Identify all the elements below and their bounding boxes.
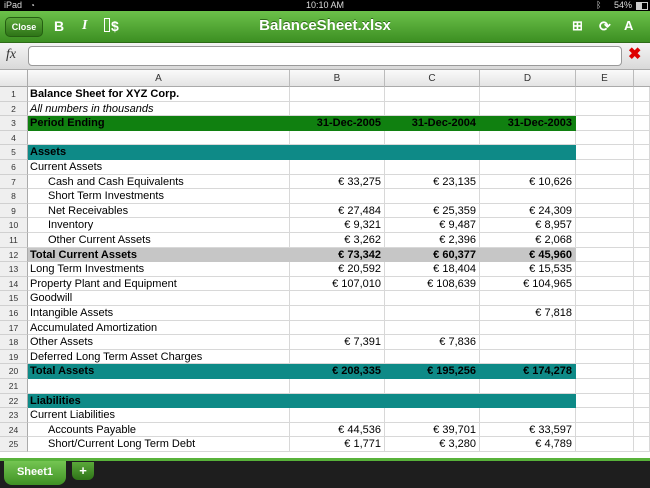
cell-c[interactable]: € 2,396: [385, 233, 480, 248]
table-row: [0, 204, 650, 219]
spreadsheet-grid: [0, 87, 650, 457]
cell-b[interactable]: € 20,592: [290, 262, 385, 277]
formula-input[interactable]: [28, 46, 622, 66]
cell-b[interactable]: [290, 145, 385, 160]
cell-e[interactable]: [576, 437, 634, 452]
row-header[interactable]: 25: [0, 437, 28, 452]
row-header[interactable]: 1: [0, 87, 28, 102]
cell-b[interactable]: € 73,342: [290, 248, 385, 263]
cell-a[interactable]: Current Liabilities: [28, 408, 290, 423]
cell-d[interactable]: € 10,626: [480, 175, 576, 190]
row-header[interactable]: 13: [0, 262, 28, 277]
column-header-e[interactable]: E: [576, 70, 634, 87]
cell-f[interactable]: [634, 262, 650, 277]
cell-f[interactable]: [634, 145, 650, 160]
row-header[interactable]: 22: [0, 394, 28, 409]
cell-c[interactable]: [385, 160, 480, 175]
cell-e[interactable]: [576, 160, 634, 175]
cell-b[interactable]: € 9,321: [290, 218, 385, 233]
cell-a[interactable]: Net Receivables: [28, 204, 290, 219]
row-header[interactable]: 5: [0, 145, 28, 160]
cell-d[interactable]: € 8,957: [480, 218, 576, 233]
cell-b[interactable]: [290, 394, 385, 409]
battery-icon: [636, 2, 648, 10]
row-header[interactable]: 24: [0, 423, 28, 438]
cell-d[interactable]: € 45,960: [480, 248, 576, 263]
table-row: [0, 131, 650, 146]
cell-a[interactable]: Long Term Investments: [28, 262, 290, 277]
app-toolbar: [0, 11, 650, 43]
cell-f[interactable]: [634, 218, 650, 233]
table-row: [0, 145, 650, 160]
cell-d[interactable]: [480, 321, 576, 336]
table-row: [0, 248, 650, 263]
select-all-corner[interactable]: [0, 70, 28, 87]
cell-b[interactable]: [290, 87, 385, 102]
table-row: [0, 408, 650, 423]
table-row: [0, 87, 650, 102]
cell-c[interactable]: € 3,280: [385, 437, 480, 452]
cell-d[interactable]: 31-Dec-2003: [480, 116, 576, 131]
row-header[interactable]: 4: [0, 131, 28, 146]
cell-d[interactable]: € 4,789: [480, 437, 576, 452]
cell-f[interactable]: [634, 102, 650, 117]
cell-b[interactable]: [290, 379, 385, 394]
table-row: [0, 262, 650, 277]
row-header[interactable]: 10: [0, 218, 28, 233]
currency-label: $: [111, 18, 119, 34]
sheet-tab[interactable]: Sheet1: [4, 461, 66, 485]
cell-e[interactable]: [576, 116, 634, 131]
cell-b[interactable]: € 7,391: [290, 335, 385, 350]
font-icon[interactable]: A: [624, 18, 634, 33]
cell-e[interactable]: [576, 262, 634, 277]
cell-b[interactable]: [290, 291, 385, 306]
wifi-icon: ◔: [30, 1, 35, 10]
cell-d[interactable]: [480, 350, 576, 365]
cell-e[interactable]: [576, 379, 634, 394]
cell-e[interactable]: [576, 175, 634, 190]
cell-d[interactable]: € 2,068: [480, 233, 576, 248]
cell-b[interactable]: [290, 321, 385, 336]
cell-d[interactable]: [480, 131, 576, 146]
cell-b[interactable]: [290, 306, 385, 321]
cell-d[interactable]: [480, 87, 576, 102]
cell-f[interactable]: [634, 394, 650, 409]
row-header[interactable]: 3: [0, 116, 28, 131]
cell-f[interactable]: [634, 116, 650, 131]
cell-c[interactable]: [385, 394, 480, 409]
column-header-a[interactable]: A: [28, 70, 290, 87]
cell-f[interactable]: [634, 291, 650, 306]
cell-e[interactable]: [576, 145, 634, 160]
cell-f[interactable]: [634, 437, 650, 452]
table-row: [0, 160, 650, 175]
sheet-tab-bar: [0, 458, 650, 488]
cell-f[interactable]: [634, 364, 650, 379]
cell-c[interactable]: [385, 321, 480, 336]
cell-d[interactable]: € 15,535: [480, 262, 576, 277]
cell-b[interactable]: € 107,010: [290, 277, 385, 292]
cell-a[interactable]: Liabilities: [28, 394, 290, 409]
cell-a[interactable]: Current Assets: [28, 160, 290, 175]
cell-d[interactable]: [480, 394, 576, 409]
table-row: [0, 379, 650, 394]
table-row: [0, 218, 650, 233]
row-header[interactable]: 23: [0, 408, 28, 423]
cell-e[interactable]: [576, 394, 634, 409]
cell-a[interactable]: Short Term Investments: [28, 189, 290, 204]
table-row: [0, 233, 650, 248]
cell-c[interactable]: [385, 408, 480, 423]
cell-f[interactable]: [634, 175, 650, 190]
cell-a[interactable]: Total Current Assets: [28, 248, 290, 263]
cell-d[interactable]: [480, 379, 576, 394]
cell-f[interactable]: [634, 131, 650, 146]
table-row: [0, 306, 650, 321]
cell-e[interactable]: [576, 218, 634, 233]
table-row: [0, 116, 650, 131]
row-header[interactable]: 17: [0, 321, 28, 336]
cell-e[interactable]: [576, 233, 634, 248]
cell-c[interactable]: € 195,256: [385, 364, 480, 379]
cell-a[interactable]: All numbers in thousands: [28, 102, 290, 117]
row-header[interactable]: 19: [0, 350, 28, 365]
row-header[interactable]: 21: [0, 379, 28, 394]
cell-c[interactable]: € 25,359: [385, 204, 480, 219]
cell-a[interactable]: Other Current Assets: [28, 233, 290, 248]
cell-a[interactable]: Balance Sheet for XYZ Corp.: [28, 87, 290, 102]
cell-f[interactable]: [634, 335, 650, 350]
cell-b[interactable]: € 3,262: [290, 233, 385, 248]
cell-c[interactable]: 31-Dec-2004: [385, 116, 480, 131]
cell-c[interactable]: € 9,487: [385, 218, 480, 233]
cell-a[interactable]: Other Assets: [28, 335, 290, 350]
cell-a[interactable]: Deferred Long Term Asset Charges: [28, 350, 290, 365]
table-row: [0, 189, 650, 204]
cell-c[interactable]: € 18,404: [385, 262, 480, 277]
cell-c[interactable]: [385, 87, 480, 102]
row-header[interactable]: 2: [0, 102, 28, 117]
cell-e[interactable]: [576, 189, 634, 204]
row-header[interactable]: 14: [0, 277, 28, 292]
cell-b[interactable]: [290, 408, 385, 423]
cell-e[interactable]: [576, 291, 634, 306]
cell-e[interactable]: [576, 87, 634, 102]
row-header[interactable]: 12: [0, 248, 28, 263]
row-header[interactable]: 8: [0, 189, 28, 204]
table-row: [0, 437, 650, 452]
cell-d[interactable]: [480, 408, 576, 423]
column-header-c[interactable]: C: [385, 70, 480, 87]
cell-b[interactable]: € 44,536: [290, 423, 385, 438]
cell-a[interactable]: Total Assets: [28, 364, 290, 379]
cell-e[interactable]: [576, 277, 634, 292]
cell-f[interactable]: [634, 408, 650, 423]
cell-a[interactable]: Short/Current Long Term Debt: [28, 437, 290, 452]
cell-c[interactable]: € 108,639: [385, 277, 480, 292]
cell-d[interactable]: € 104,965: [480, 277, 576, 292]
table-row: [0, 350, 650, 365]
cell-b[interactable]: [290, 189, 385, 204]
cell-a[interactable]: Assets: [28, 145, 290, 160]
cell-a[interactable]: Inventory: [28, 218, 290, 233]
insert-icon[interactable]: ⊞: [572, 18, 583, 33]
table-row: [0, 335, 650, 350]
cell-c[interactable]: [385, 189, 480, 204]
cell-f[interactable]: [634, 248, 650, 263]
cell-b[interactable]: [290, 160, 385, 175]
cell-e[interactable]: [576, 335, 634, 350]
cell-b[interactable]: € 208,335: [290, 364, 385, 379]
row-header[interactable]: 15: [0, 291, 28, 306]
cell-f[interactable]: [634, 277, 650, 292]
cell-d[interactable]: [480, 189, 576, 204]
cell-f[interactable]: [634, 321, 650, 336]
cell-c[interactable]: [385, 306, 480, 321]
cell-e[interactable]: [576, 423, 634, 438]
cell-b[interactable]: [290, 102, 385, 117]
cell-f[interactable]: [634, 233, 650, 248]
cell-f[interactable]: [634, 306, 650, 321]
cell-c[interactable]: [385, 291, 480, 306]
close-button[interactable]: Close: [5, 17, 43, 37]
cell-c[interactable]: € 23,135: [385, 175, 480, 190]
cell-c[interactable]: [385, 350, 480, 365]
bluetooth-icon: ᛒ: [596, 0, 602, 10]
fx-label: fx: [6, 47, 17, 62]
cell-b[interactable]: [290, 350, 385, 365]
cell-f[interactable]: [634, 350, 650, 365]
bold-button[interactable]: B: [54, 18, 65, 34]
cell-e[interactable]: [576, 306, 634, 321]
cell-d[interactable]: [480, 102, 576, 117]
cell-d[interactable]: € 24,309: [480, 204, 576, 219]
cell-b[interactable]: € 27,484: [290, 204, 385, 219]
cell-a[interactable]: Goodwill: [28, 291, 290, 306]
table-row: [0, 277, 650, 292]
formula-bar: [0, 43, 650, 70]
cell-d[interactable]: [480, 291, 576, 306]
cell-a[interactable]: Property Plant and Equipment: [28, 277, 290, 292]
cell-b[interactable]: € 33,275: [290, 175, 385, 190]
column-header-d[interactable]: D: [480, 70, 576, 87]
row-header[interactable]: 9: [0, 204, 28, 219]
table-row: [0, 321, 650, 336]
cell-e[interactable]: [576, 131, 634, 146]
cell-c[interactable]: [385, 102, 480, 117]
cell-e[interactable]: [576, 364, 634, 379]
row-header[interactable]: 6: [0, 160, 28, 175]
cell-a[interactable]: Accumulated Amortization: [28, 321, 290, 336]
cell-e[interactable]: [576, 248, 634, 263]
table-row: [0, 364, 650, 379]
add-sheet-button[interactable]: +: [72, 462, 94, 480]
cell-d[interactable]: [480, 145, 576, 160]
cell-e[interactable]: [576, 204, 634, 219]
column-header-f[interactable]: [634, 70, 650, 87]
row-header[interactable]: 7: [0, 175, 28, 190]
cell-b[interactable]: [290, 131, 385, 146]
table-row: [0, 291, 650, 306]
cell-e[interactable]: [576, 350, 634, 365]
cell-d[interactable]: [480, 160, 576, 175]
column-header-b[interactable]: B: [290, 70, 385, 87]
cell-c[interactable]: € 7,836: [385, 335, 480, 350]
cell-a[interactable]: Period Ending: [28, 116, 290, 131]
cell-e[interactable]: [576, 102, 634, 117]
clock: 10:10 AM: [305, 0, 345, 10]
close-icon[interactable]: ✖: [628, 46, 642, 63]
row-header[interactable]: 11: [0, 233, 28, 248]
cell-f[interactable]: [634, 189, 650, 204]
cell-b[interactable]: € 1,771: [290, 437, 385, 452]
cell-c[interactable]: [385, 145, 480, 160]
refresh-icon[interactable]: ⟳: [599, 18, 611, 34]
table-row: [0, 175, 650, 190]
cell-a[interactable]: [28, 379, 290, 394]
table-row: [0, 423, 650, 438]
cell-f[interactable]: [634, 160, 650, 175]
cell-c[interactable]: € 39,701: [385, 423, 480, 438]
status-bar: [0, 0, 650, 11]
cell-a[interactable]: Accounts Payable: [28, 423, 290, 438]
cell-f[interactable]: [634, 423, 650, 438]
cell-c[interactable]: € 60,377: [385, 248, 480, 263]
cell-a[interactable]: Intangible Assets: [28, 306, 290, 321]
row-header[interactable]: 18: [0, 335, 28, 350]
document-title: BalanceSheet.xlsx: [259, 17, 391, 34]
cell-a[interactable]: [28, 131, 290, 146]
carrier-label: iPad: [4, 0, 23, 10]
cell-a[interactable]: Cash and Cash Equivalents: [28, 175, 290, 190]
cell-f[interactable]: [634, 87, 650, 102]
cell-b[interactable]: 31-Dec-2005: [290, 116, 385, 131]
italic-button[interactable]: I: [82, 18, 88, 33]
table-row: [0, 394, 650, 409]
cell-d[interactable]: € 33,597: [480, 423, 576, 438]
table-row: [0, 102, 650, 117]
cell-f[interactable]: [634, 379, 650, 394]
cell-e[interactable]: [576, 321, 634, 336]
row-header[interactable]: 16: [0, 306, 28, 321]
cell-d[interactable]: € 174,278: [480, 364, 576, 379]
row-header[interactable]: 20: [0, 364, 28, 379]
cell-d[interactable]: [480, 335, 576, 350]
cell-c[interactable]: [385, 379, 480, 394]
battery-percent: 54%: [614, 0, 633, 10]
cell-d[interactable]: € 7,818: [480, 306, 576, 321]
cell-f[interactable]: [634, 204, 650, 219]
cell-e[interactable]: [576, 408, 634, 423]
cell-c[interactable]: [385, 131, 480, 146]
